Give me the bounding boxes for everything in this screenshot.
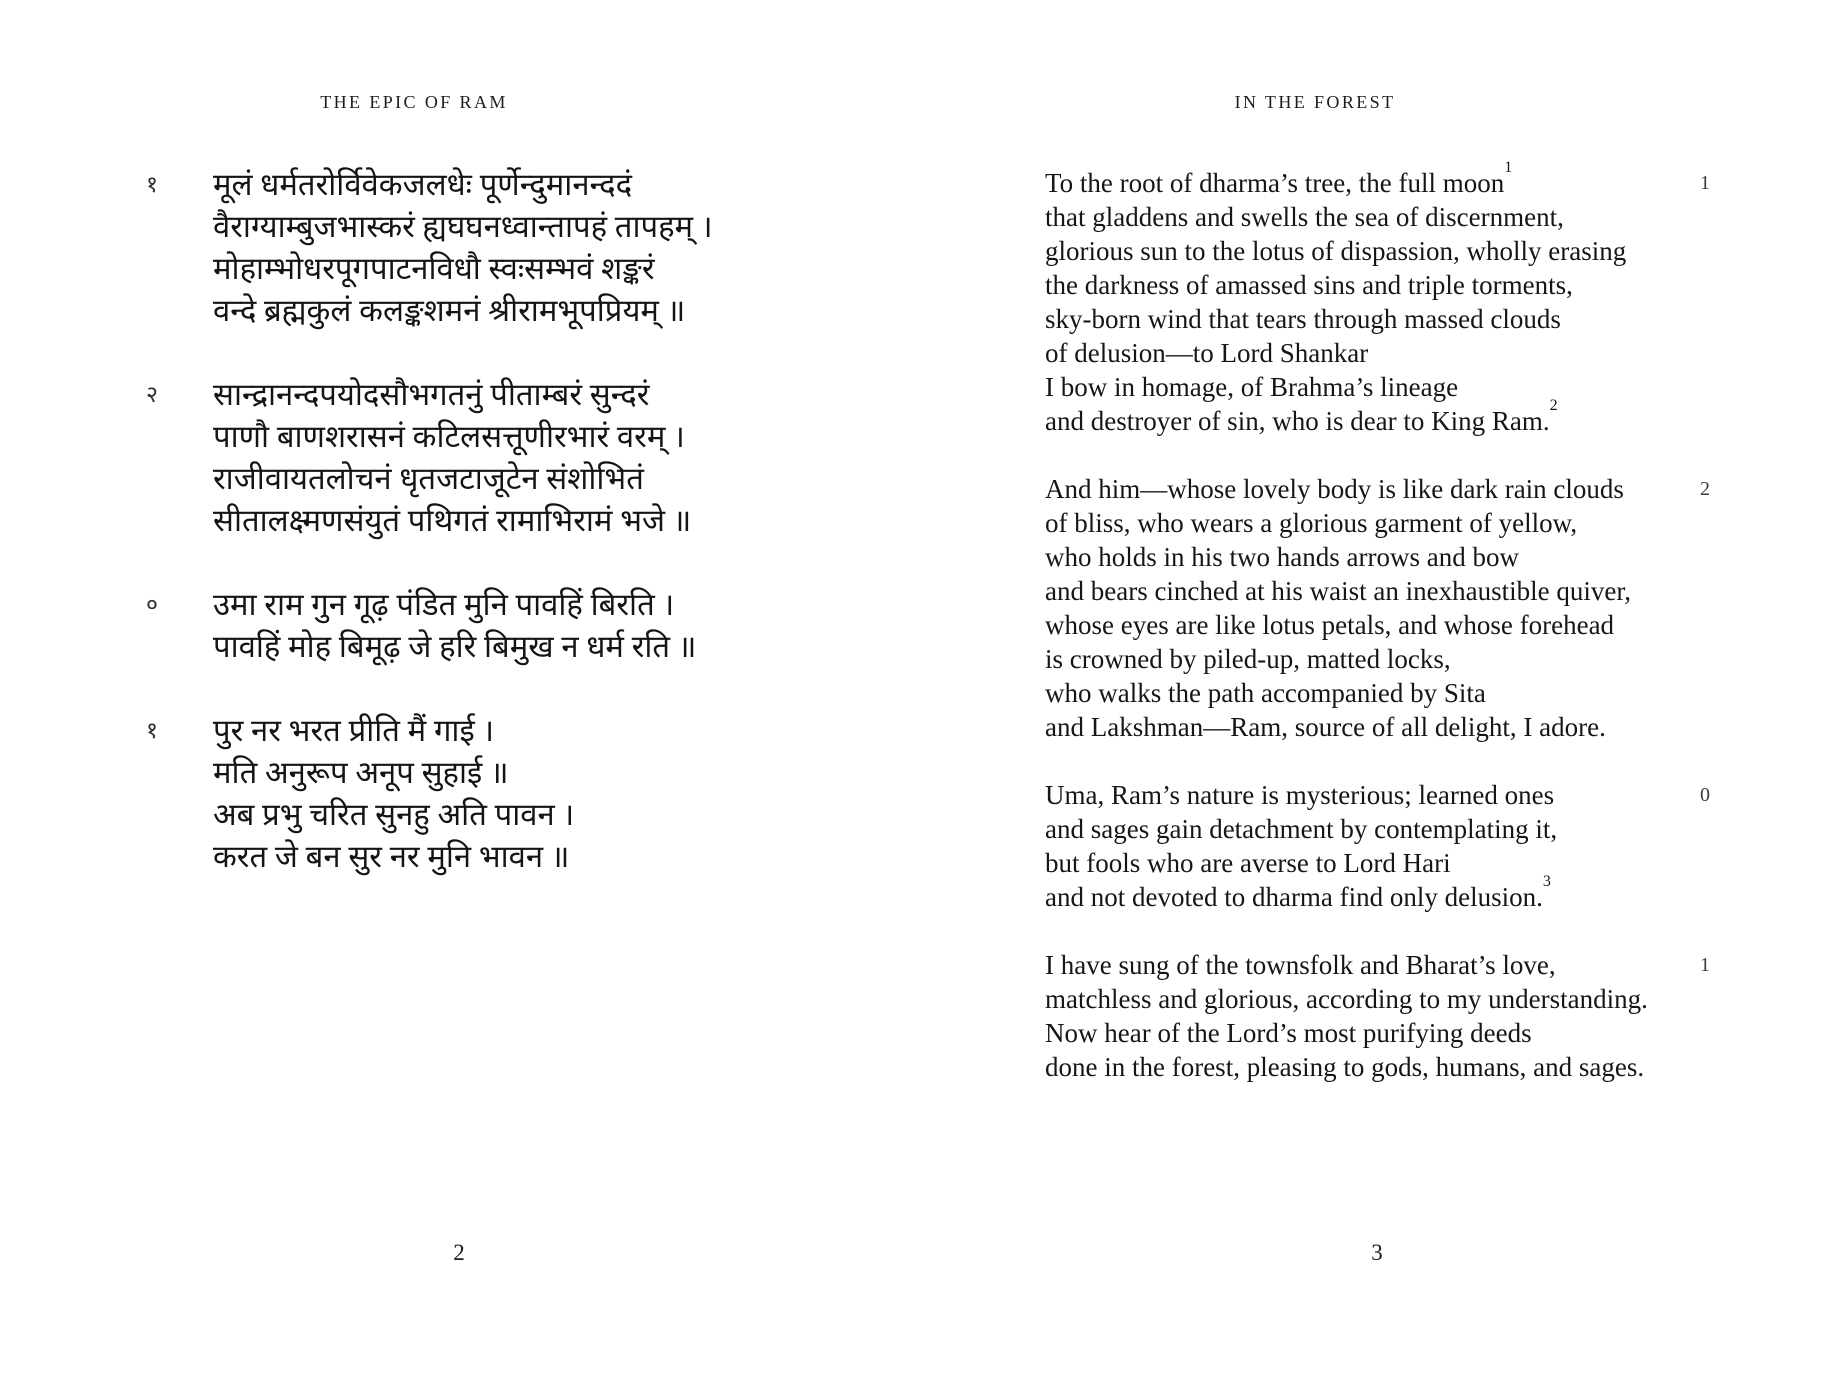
verse-line: अब प्रभु चरित सुनहु अति पावन । — [213, 797, 575, 832]
footnote-ref: 1 — [1504, 159, 1513, 176]
verse-line: उमा राम गुन गूढ़ पंडित मुनि पावहिं बिरति । — [213, 587, 675, 622]
stanza-line: glorious sun to the lotus of dispassion, wholly erasing — [1045, 236, 1627, 266]
left-page-number: 2 — [453, 1240, 465, 1265]
right-page — [918, 0, 1837, 1400]
stanza-line: and Lakshman—Ram, source of all delight, I adore. — [1045, 712, 1606, 742]
stanza-line: and destroyer of sin, who is dear to King Ram.$^2$ — [1045, 397, 1558, 436]
stanza-line: and not devoted to dharma find only delusion.$^3$ — [1045, 873, 1551, 912]
verse-marker: २ — [146, 382, 158, 407]
verse-block-4 — [146, 710, 766, 878]
left-page — [0, 0, 918, 1400]
footnote-ref: 2 — [1549, 397, 1558, 414]
stanza-line: and bears cinched at his waist an inexhaustible quiver, — [1045, 576, 1631, 606]
verse-marker: १ — [146, 718, 158, 743]
stanza-line: To the root of dharma’s tree, the full moon$^1$ — [1045, 159, 1513, 198]
stanza-line: sky-born wind that tears through massed clouds — [1045, 304, 1561, 334]
verse-line: मति अनुरूप अनूप सुहाई ॥ — [213, 755, 509, 790]
stanza-margin-number: 0 — [1700, 784, 1710, 806]
stanza-line: I have sung of the townsfolk and Bharat’s love, — [1045, 950, 1556, 980]
verse-block-1 — [146, 164, 766, 332]
stanza-line: I bow in homage, of Brahma’s lineage — [1045, 372, 1459, 402]
left-running-head: THE EPIC OF RAM — [320, 92, 508, 112]
verse-line: सान्द्रानन्दपयोदसौभगतनुं पीताम्बरं सुन्दरं — [213, 377, 650, 412]
verse-block-2 — [146, 374, 766, 542]
stanza-3 — [1045, 778, 1745, 914]
stanza-line: done in the forest, pleasing to gods, humans, and sages. — [1045, 1052, 1645, 1082]
verse-line: मूलं धर्मतरोर्विवेकजलधेः पूर्णेन्दुमानन्ददं — [213, 167, 633, 202]
stanza-line: that gladdens and swells the sea of discernment, — [1045, 202, 1564, 232]
stanza-1 — [1045, 159, 1745, 438]
verse-line: वन्दे ब्रह्मकुलं कलङ्कशमनं श्रीरामभूपप्रियम् ॥ — [213, 293, 686, 328]
stanza-4 — [1045, 948, 1745, 1084]
verse-line: पावहिं मोह बिमूढ़ जे हरि बिमुख न धर्म रति ॥ — [213, 629, 697, 664]
verse-marker: ० — [146, 592, 158, 617]
stanza-line: but fools who are averse to Lord Hari — [1045, 848, 1451, 878]
stanza-margin-number: 2 — [1700, 478, 1710, 500]
stanza-line: is crowned by piled-up, matted locks, — [1045, 644, 1451, 674]
stanza-line: of bliss, who wears a glorious garment of yellow, — [1045, 508, 1578, 538]
right-running-head: IN THE FOREST — [1234, 92, 1396, 112]
verse-line: पुर नर भरत प्रीति मैं गाई । — [213, 713, 495, 748]
stanza-line: who holds in his two hands arrows and bow — [1045, 542, 1519, 572]
stanza-line: of delusion—to Lord Shankar — [1045, 338, 1369, 368]
verse-block-3 — [146, 584, 766, 668]
right-page-number: 3 — [1371, 1240, 1383, 1265]
english-stanzas — [1045, 159, 1745, 1118]
stanza-line: Uma, Ram’s nature is mysterious; learned ones — [1045, 780, 1555, 810]
stanza-2 — [1045, 472, 1745, 744]
verse-line: सीतालक्ष्मणसंयुतं पथिगतं रामाभिरामं भजे ॥ — [213, 503, 692, 538]
verse-marker: १ — [146, 172, 158, 197]
verse-line: पाणौ बाणशरासनं कटिलसत्तूणीरभारं वरम् । — [213, 419, 685, 454]
verse-line: करत जे बन सुर नर मुनि भावन ॥ — [213, 839, 570, 874]
stanza-line: who walks the path accompanied by Sita — [1045, 678, 1486, 708]
stanza-margin-number: 1 — [1700, 172, 1710, 194]
devanagari-verses — [146, 164, 766, 920]
stanza-line: and sages gain detachment by contemplating it, — [1045, 814, 1558, 844]
stanza-line: And him—whose lovely body is like dark rain clouds — [1045, 474, 1624, 504]
stanza-line: matchless and glorious, according to my understanding. — [1045, 984, 1648, 1014]
stanza-line: whose eyes are like lotus petals, and whose forehead — [1045, 610, 1615, 640]
verse-line: मोहाम्भोधरपूगपाटनविधौ स्वःसम्भवं शङ्करं — [213, 251, 655, 286]
verse-line: राजीवायतलोचनं धृतजटाजूटेन संशोभितं — [213, 461, 644, 496]
stanza-line: Now hear of the Lord’s most purifying deeds — [1045, 1018, 1532, 1048]
verse-line: वैराग्याम्बुजभास्करं ह्यघघनध्वान्तापहं तापहम् । — [213, 209, 713, 244]
stanza-line: the darkness of amassed sins and triple torments, — [1045, 270, 1573, 300]
stanza-margin-number: 1 — [1700, 954, 1710, 976]
footnote-ref: 3 — [1542, 873, 1551, 890]
